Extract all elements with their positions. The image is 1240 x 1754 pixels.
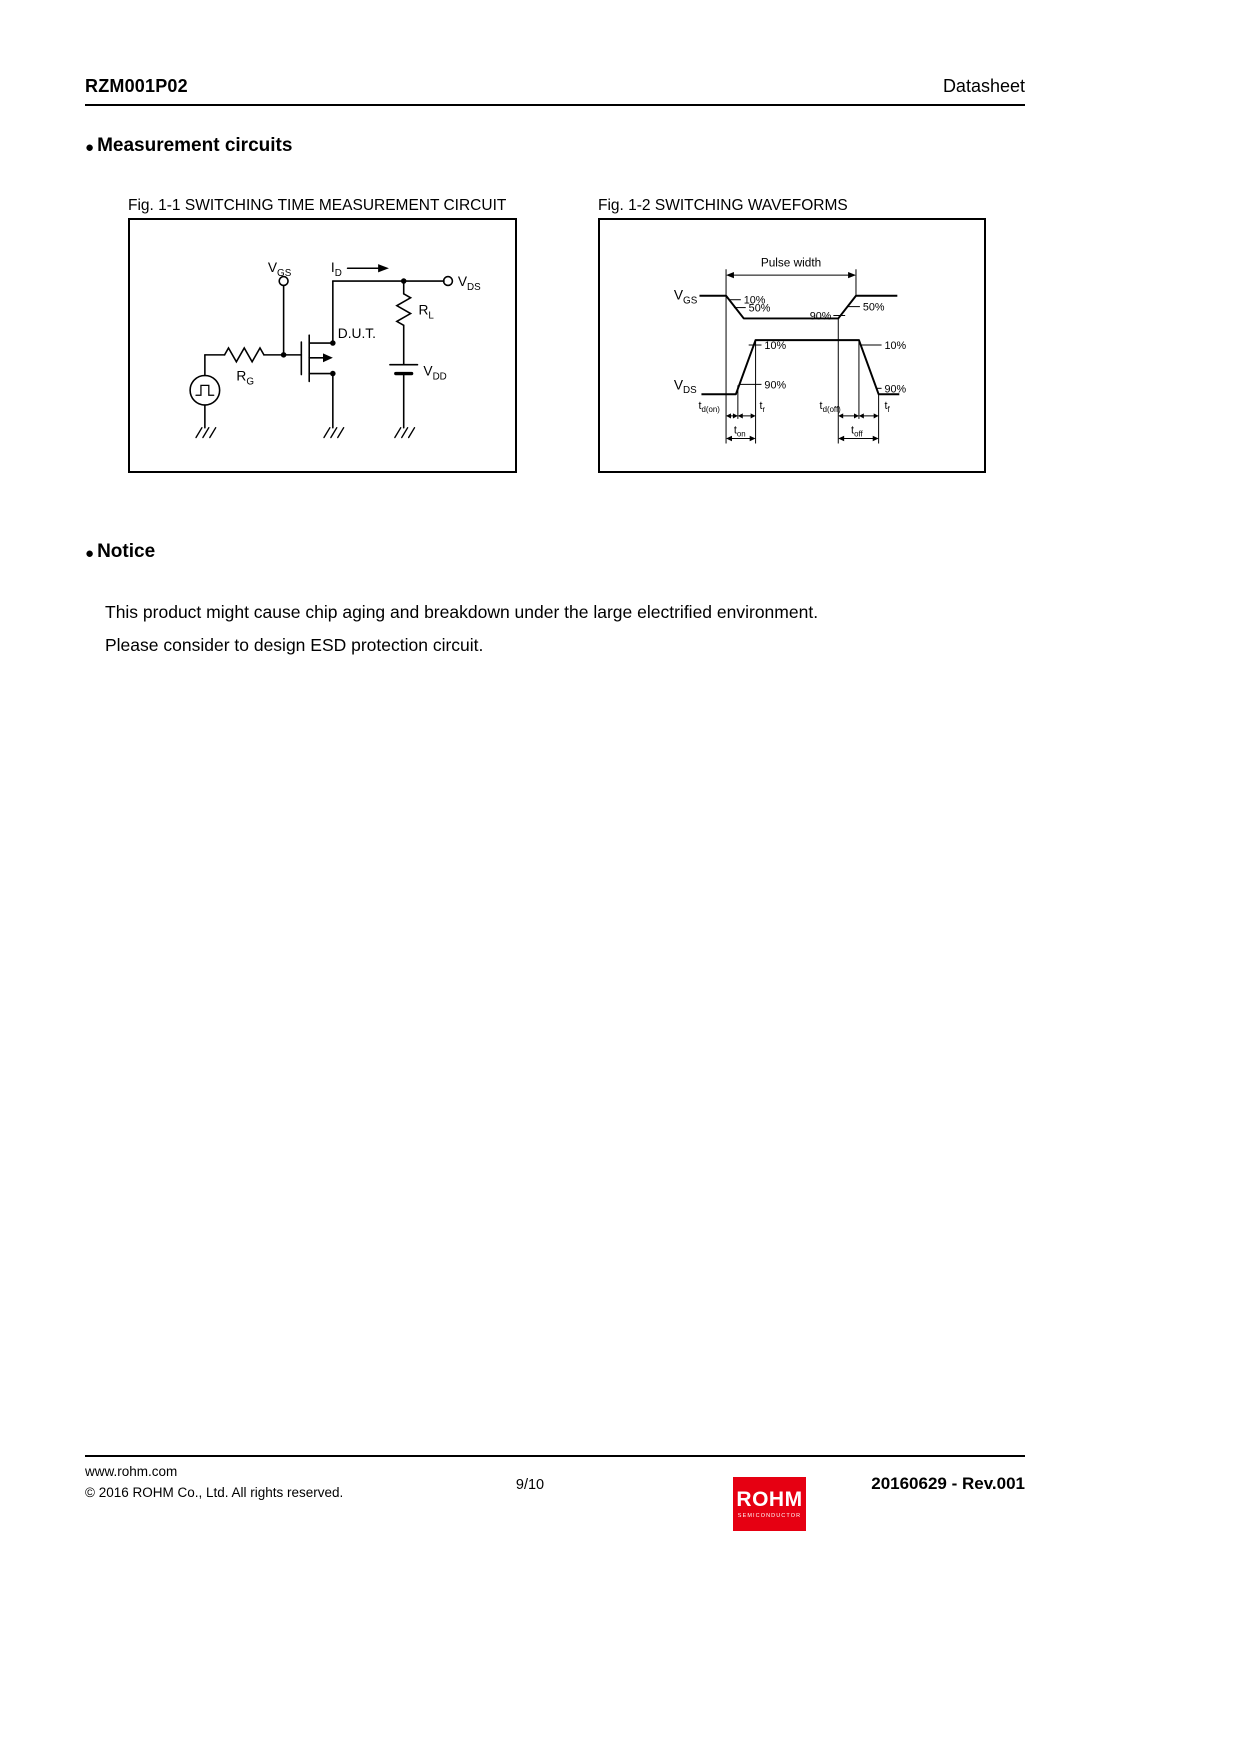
doc-type-label: Datasheet	[942, 76, 1025, 96]
vds-trace	[701, 340, 899, 394]
label-td-on: $t_{d(on)}$	[698, 399, 720, 414]
label-id: $I_D$	[330, 260, 342, 280]
rohm-logo	[733, 1477, 806, 1531]
bullet-icon: ●	[85, 544, 95, 562]
marker-vds-90-right: 90%	[884, 383, 907, 396]
label-dut: D.U.T.	[337, 326, 377, 342]
label-vdd: $V_{DD}$	[423, 363, 447, 383]
footer-url: www.rohm.com	[85, 1464, 178, 1479]
fig2-caption: Fig. 1-2 SWITCHING WAVEFORMS	[598, 197, 848, 214]
footer-rule	[85, 1455, 1025, 1457]
resistor-rl	[397, 294, 411, 325]
label-tr: $t_r$	[759, 399, 766, 414]
notice-line-1: This product might cause chip aging and breakdown under the large electrified environment.	[105, 602, 819, 622]
notice-paragraph	[105, 596, 1025, 662]
bullet-icon: ●	[85, 138, 95, 156]
label-t-on: $t_{on}$	[733, 424, 746, 439]
switching-waveform-diagram	[600, 220, 984, 471]
switching-circuit-diagram	[130, 220, 515, 471]
label-rl: $R_L$	[418, 302, 434, 322]
vds-terminal	[444, 277, 453, 286]
id-arrow-head	[378, 264, 389, 272]
pulse-source	[190, 376, 220, 406]
label-pulse-width: Pulse width	[760, 255, 822, 270]
fig1-box	[128, 218, 517, 473]
marker-vds-10-right: 10%	[884, 339, 907, 352]
part-number: RZM001P02	[85, 76, 188, 96]
marker-vgs-50-fall: 50%	[748, 302, 771, 315]
label-tf: $t_f$	[884, 399, 890, 414]
marker-vgs-50-rise: 50%	[862, 301, 885, 314]
label-vds: $V_{DS}$	[457, 273, 481, 293]
section-notice-heading	[85, 541, 155, 563]
label-rg: $R_G$	[236, 368, 254, 388]
resistor-rg	[225, 348, 264, 362]
section-measurement-heading	[85, 135, 292, 157]
label-vds: $V_{DS}$	[673, 377, 697, 397]
section-measurement-title: Measurement circuits	[97, 135, 293, 156]
ground-symbols	[196, 428, 415, 438]
notice-line-2: Please consider to design ESD protection circuit.	[105, 635, 484, 655]
header-rule	[85, 104, 1025, 106]
label-vgs: $V_{GS}$	[267, 260, 292, 280]
fig2-box	[598, 218, 986, 473]
section-notice-title: Notice	[97, 541, 156, 562]
marker-vds-10-left: 10%	[764, 339, 787, 352]
footer-copyright: © 2016 ROHM Co., Ltd. All rights reserved.	[85, 1485, 344, 1500]
marker-vgs-10: 10%	[743, 294, 766, 307]
rohm-logo-subtext: SEMICONDUCTOR	[737, 1513, 802, 1519]
revision-label: 20160629 - Rev.001	[871, 1474, 1025, 1493]
label-t-off: $t_{off}$	[851, 424, 863, 439]
label-td-off: $t_{d(off)}$	[819, 399, 841, 414]
mosfet-arrow	[323, 353, 333, 362]
marker-vds-90-left: 90%	[764, 379, 787, 392]
pulse-glyph	[196, 385, 214, 395]
label-vgs: $V_{GS}$	[673, 287, 698, 307]
fig1-caption: Fig. 1-1 SWITCHING TIME MEASUREMENT CIRCUIT	[128, 197, 507, 214]
rohm-logo-text: ROHM	[736, 1488, 803, 1511]
marker-vgs-90: 90%	[809, 310, 832, 323]
page-number: 9/10	[515, 1477, 545, 1493]
